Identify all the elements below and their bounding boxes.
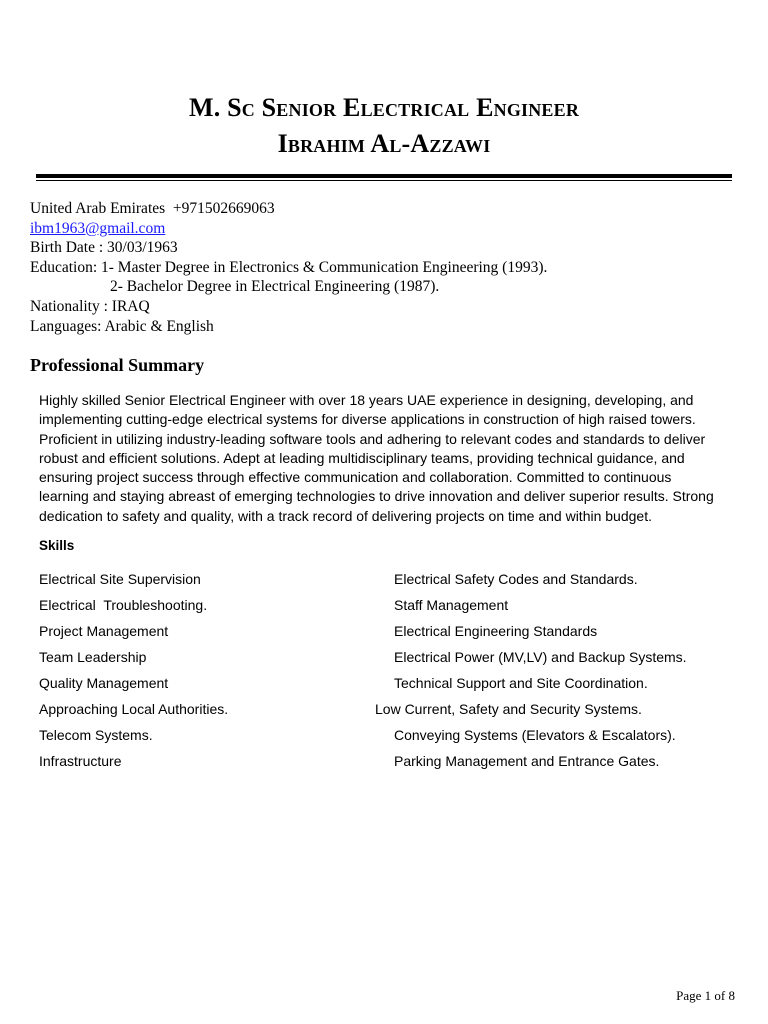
skill-item: Infrastructure [39,753,122,769]
summary-line: Proficient in utilizing industry-leading software tools and adhering to relevant codes and standards to deliver [39,430,706,447]
email-link[interactable]: ibm1963@gmail.com [30,219,166,237]
professional-summary-heading: Professional Summary [30,355,205,375]
header-divider-thick [36,174,732,178]
education-line-1: Education: 1- Master Degree in Electronics & Communication Engineering (1993). [30,258,548,276]
skill-item: Electrical Engineering Standards [394,623,598,639]
skill-item: Staff Management [394,597,509,613]
skill-item: Low Current, Safety and Security Systems. [375,701,642,717]
skill-item: Electrical Safety Codes and Standards. [394,571,638,587]
summary-line: Highly skilled Senior Electrical Engineer with over 18 years UAE experience in designing, developing, and [39,392,694,408]
summary-line: implementing cutting-edge electrical systems for diverse applications in construction of high raised towers. [39,411,696,428]
summary-line: ensuring project success through effective communication and collaboration. Committed to continuous [39,469,672,486]
skill-item: Electrical Power (MV,LV) and Backup Systems. [394,649,687,665]
languages: Languages: Arabic & English [30,317,214,335]
nationality: Nationality : IRAQ [30,297,150,315]
summary-line: robust and efficient solutions. Adept at leading multidisciplinary teams, providing technical guidance, and [39,449,685,466]
candidate-name: Ibrahim Al-Azzawi [277,129,491,158]
professional-summary-text [39,391,739,526]
page-number: Page 1 of 8 [676,988,735,1003]
skill-item: Parking Management and Entrance Gates. [394,753,660,769]
skill-item: Technical Support and Site Coordination. [394,675,648,691]
header-divider-thin [36,180,732,181]
skill-item: Conveying Systems (Elevators & Escalators). [394,727,676,743]
contact-block [30,199,547,336]
birth-date: Birth Date : 30/03/1963 [30,239,178,257]
skills-heading: Skills [39,538,75,553]
skill-item: Electrical Site Supervision [39,571,201,587]
skill-item: Quality Management [39,675,169,691]
skill-item: Telecom Systems. [39,727,153,743]
summary-line: learning and staying abreast of emerging technologies to drive innovation and deliver superior results. Strong [39,488,714,505]
location-phone: United Arab Emirates +971502669063 [30,200,275,217]
summary-line: dedication to safety and quality, with a track record of delivering projects on time and within budget. [39,507,652,524]
skill-item: Approaching Local Authorities. [39,701,229,717]
skill-item: Project Management [39,623,169,639]
resume-title: M. Sc Senior Electrical Engineer [188,93,580,122]
skill-item: Electrical Troubleshooting. [39,597,208,613]
skill-item: Team Leadership [39,649,147,665]
education-line-2: 2- Bachelor Degree in Electrical Engineering (1987). [110,278,440,296]
